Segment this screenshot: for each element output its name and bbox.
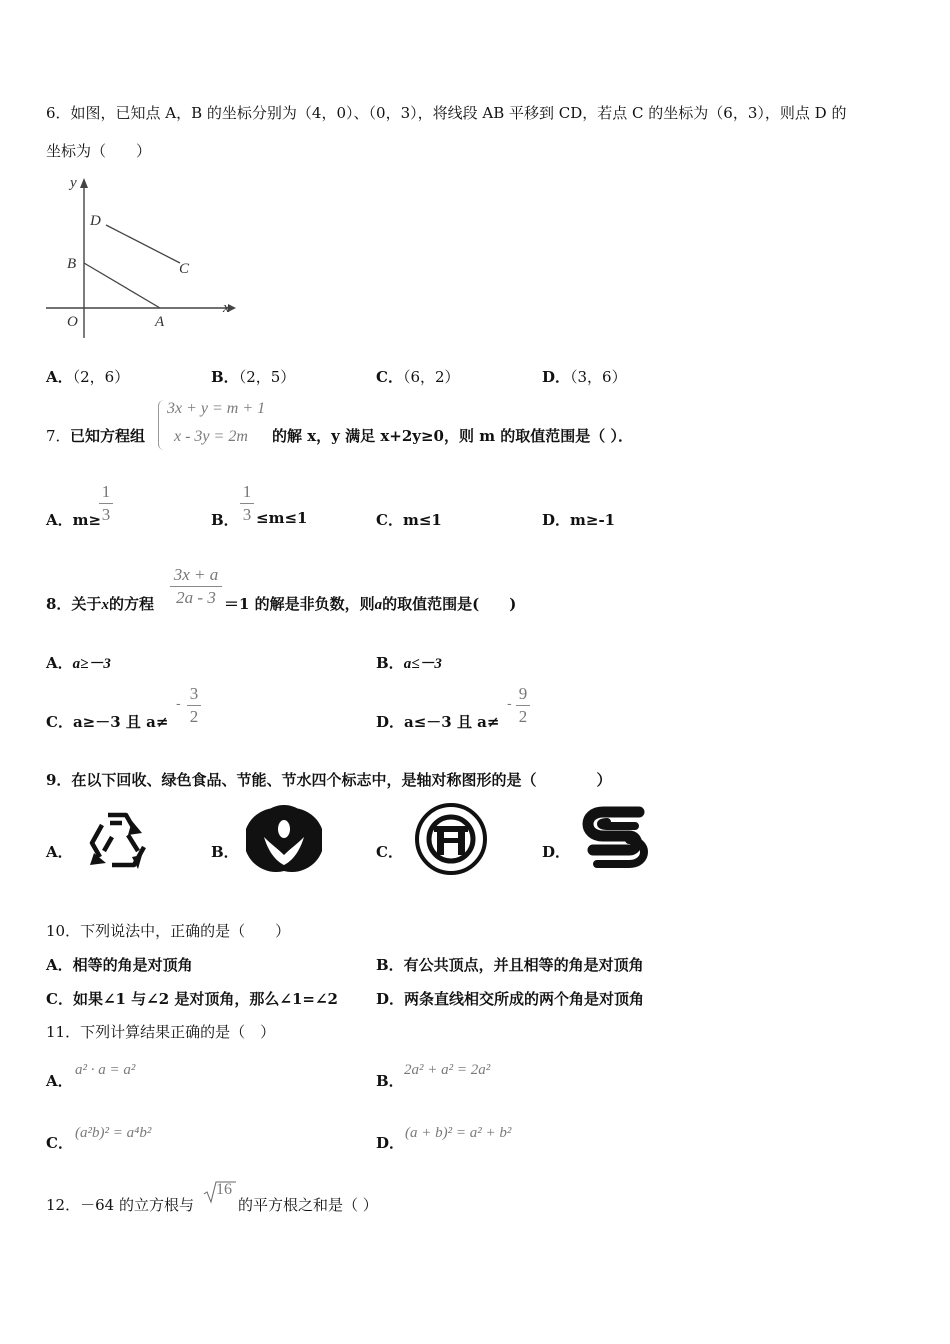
q6-option-d[interactable]: [542, 366, 627, 387]
fraction-denominator: 2a - 3: [176, 588, 216, 607]
q8-option-c[interactable]: [46, 711, 168, 732]
option-key: D．: [376, 713, 405, 731]
y-axis-arrow: [80, 178, 88, 188]
q7-equation-1: 3x + y = m + 1: [167, 400, 266, 417]
segment-dc: [106, 225, 180, 263]
q12-stem-post: 的平方根之和是（ ）: [238, 1196, 378, 1214]
label-b: B: [67, 256, 77, 272]
green-food-logo-icon: [246, 805, 322, 875]
label-a: A: [155, 314, 165, 330]
q9-option-b-key[interactable]: B．: [211, 843, 239, 861]
q12-stem-pre: 12．－64 的立方根与: [46, 1196, 194, 1214]
q8-pre-text: 8．关于: [46, 595, 102, 613]
q6-coordinate-figure: [40, 170, 240, 340]
q8-option-c-fraction: [187, 684, 201, 727]
q7-stem-post: 的解 x，y 满足 x+2y≥0，则 m 的取值范围是（ ）．: [272, 427, 634, 445]
option-text: a≤－3: [403, 656, 442, 672]
q10-option-b[interactable]: B．有公共顶点，并且相等的角是对顶角: [376, 956, 644, 974]
option-key: A．: [46, 511, 73, 529]
q7-option-d[interactable]: [542, 509, 615, 530]
option-text: m≤1: [402, 511, 442, 529]
q8-var-a: a: [374, 597, 383, 613]
q8-option-d-minus: -: [507, 696, 512, 712]
option-key: B．: [376, 654, 404, 672]
option-text: a≥－3 且 a≠: [72, 713, 169, 731]
q6-stem-line1: 6．如图，已知点 A，B 的坐标分别为（4，0）、（0，3），将线段 AB 平移到 CD，若点 C 的坐标为（6，3），则点 D 的: [46, 104, 847, 122]
q8-stem-pre: [46, 593, 154, 614]
q7-option-a-fraction: [99, 482, 113, 525]
q12-radicand: 16: [216, 1181, 232, 1198]
q6-option-c[interactable]: [376, 366, 460, 387]
q9-option-a-key[interactable]: A．: [46, 843, 73, 861]
q10-option-d[interactable]: D．两条直线相交所成的两个角是对顶角: [376, 990, 645, 1008]
q7-equation-brace: [158, 400, 165, 450]
fraction-denominator: 3: [101, 505, 111, 524]
q11-option-d-key[interactable]: D．: [376, 1134, 405, 1152]
q9-option-d-key[interactable]: D．: [542, 843, 571, 861]
option-text: a≥－3: [72, 656, 111, 672]
fraction-numerator: 1: [101, 482, 111, 501]
q8-post-text-2: 的取值范围是( ): [382, 595, 517, 613]
option-key: C．: [376, 368, 403, 386]
q8-var-x: x: [101, 597, 109, 613]
q6-option-a[interactable]: [46, 366, 129, 387]
option-text: m≥: [72, 511, 102, 529]
option-text: （2，5）: [238, 368, 296, 386]
q7-stem-pre: 已知方程组: [70, 427, 146, 445]
q11-option-c-expr: (a²b)² = a⁴b²: [75, 1125, 152, 1141]
energy-saving-logo-icon: [412, 800, 490, 878]
label-x: x: [223, 300, 230, 316]
q11-stem: 11．下列计算结果正确的是（ ）: [46, 1023, 276, 1041]
option-key: B．: [211, 368, 239, 386]
q8-stem-post: [224, 593, 516, 614]
q8-option-d[interactable]: [376, 711, 499, 732]
option-key: C．: [46, 713, 73, 731]
option-text: a≤－3 且 a≠: [404, 713, 500, 731]
q8-option-c-minus: -: [176, 696, 181, 712]
label-y: y: [70, 175, 77, 191]
option-key: C．: [376, 511, 403, 529]
fraction-numerator: 1: [242, 482, 252, 501]
fraction-denominator: 2: [189, 707, 199, 726]
label-d: D: [90, 213, 101, 229]
q11-option-c-key[interactable]: C．: [46, 1134, 73, 1152]
segment-ab: [84, 263, 160, 308]
option-key: D．: [542, 511, 571, 529]
q8-option-a[interactable]: [46, 652, 111, 673]
q7-option-b-text: ≤m≤1: [256, 509, 308, 527]
q6-stem-line2: 坐标为（ ）: [46, 142, 152, 160]
q10-option-c[interactable]: C．如果∠1 与∠2 是对顶角，那么∠1=∠2: [46, 990, 338, 1008]
q7-number: 7．: [46, 427, 71, 445]
q7-option-a[interactable]: [46, 509, 101, 530]
q8-option-b[interactable]: [376, 652, 442, 673]
label-o: O: [67, 314, 78, 330]
option-key: D．: [542, 368, 571, 386]
q8-mid-text: 的方程: [108, 595, 154, 613]
fraction-numerator: 3: [189, 684, 199, 703]
fraction-denominator: 2: [518, 707, 528, 726]
q7-option-b-fraction: [240, 482, 254, 525]
option-text: m≥-1: [570, 511, 616, 529]
q7-option-c[interactable]: [376, 509, 442, 530]
option-key: A．: [46, 654, 73, 672]
q9-option-c-key[interactable]: C．: [376, 843, 403, 861]
q8-option-d-fraction: [516, 684, 530, 727]
q10-stem: 10．下列说法中，正确的是（ ）: [46, 922, 291, 940]
fraction-numerator: 9: [518, 684, 528, 703]
label-c: C: [179, 261, 190, 277]
q11-option-d-expr: (a + b)² = a² + b²: [405, 1125, 512, 1141]
q11-option-b-expr: 2a² + a² = 2a²: [404, 1062, 491, 1078]
option-text: （6，2）: [402, 368, 460, 386]
q10-option-a[interactable]: A．相等的角是对顶角: [46, 956, 193, 974]
option-key: A．: [46, 368, 73, 386]
option-text: （3，6）: [570, 368, 627, 386]
q7-equation-2: x - 3y = 2m: [174, 428, 248, 445]
recycle-logo-icon: [82, 803, 154, 875]
water-saving-logo-icon: [575, 806, 657, 874]
q8-post-text-1: ＝1 的解是非负数，则: [224, 595, 375, 613]
q8-equation-fraction: [170, 565, 222, 608]
q11-option-a-expr: a² · a = a²: [75, 1062, 136, 1078]
fraction-denominator: 3: [242, 505, 252, 524]
q6-option-b[interactable]: [211, 366, 295, 387]
fraction-numerator: 3x + a: [173, 565, 219, 584]
q11-option-b-key[interactable]: B．: [376, 1072, 404, 1090]
q11-option-a-key[interactable]: A．: [46, 1072, 73, 1090]
option-text: （2，6）: [72, 368, 130, 386]
q9-stem: 9．在以下回收、绿色食品、节能、节水四个标志中，是轴对称图形的是（ ）: [46, 771, 612, 789]
q7-option-b-key[interactable]: B．: [211, 511, 239, 529]
